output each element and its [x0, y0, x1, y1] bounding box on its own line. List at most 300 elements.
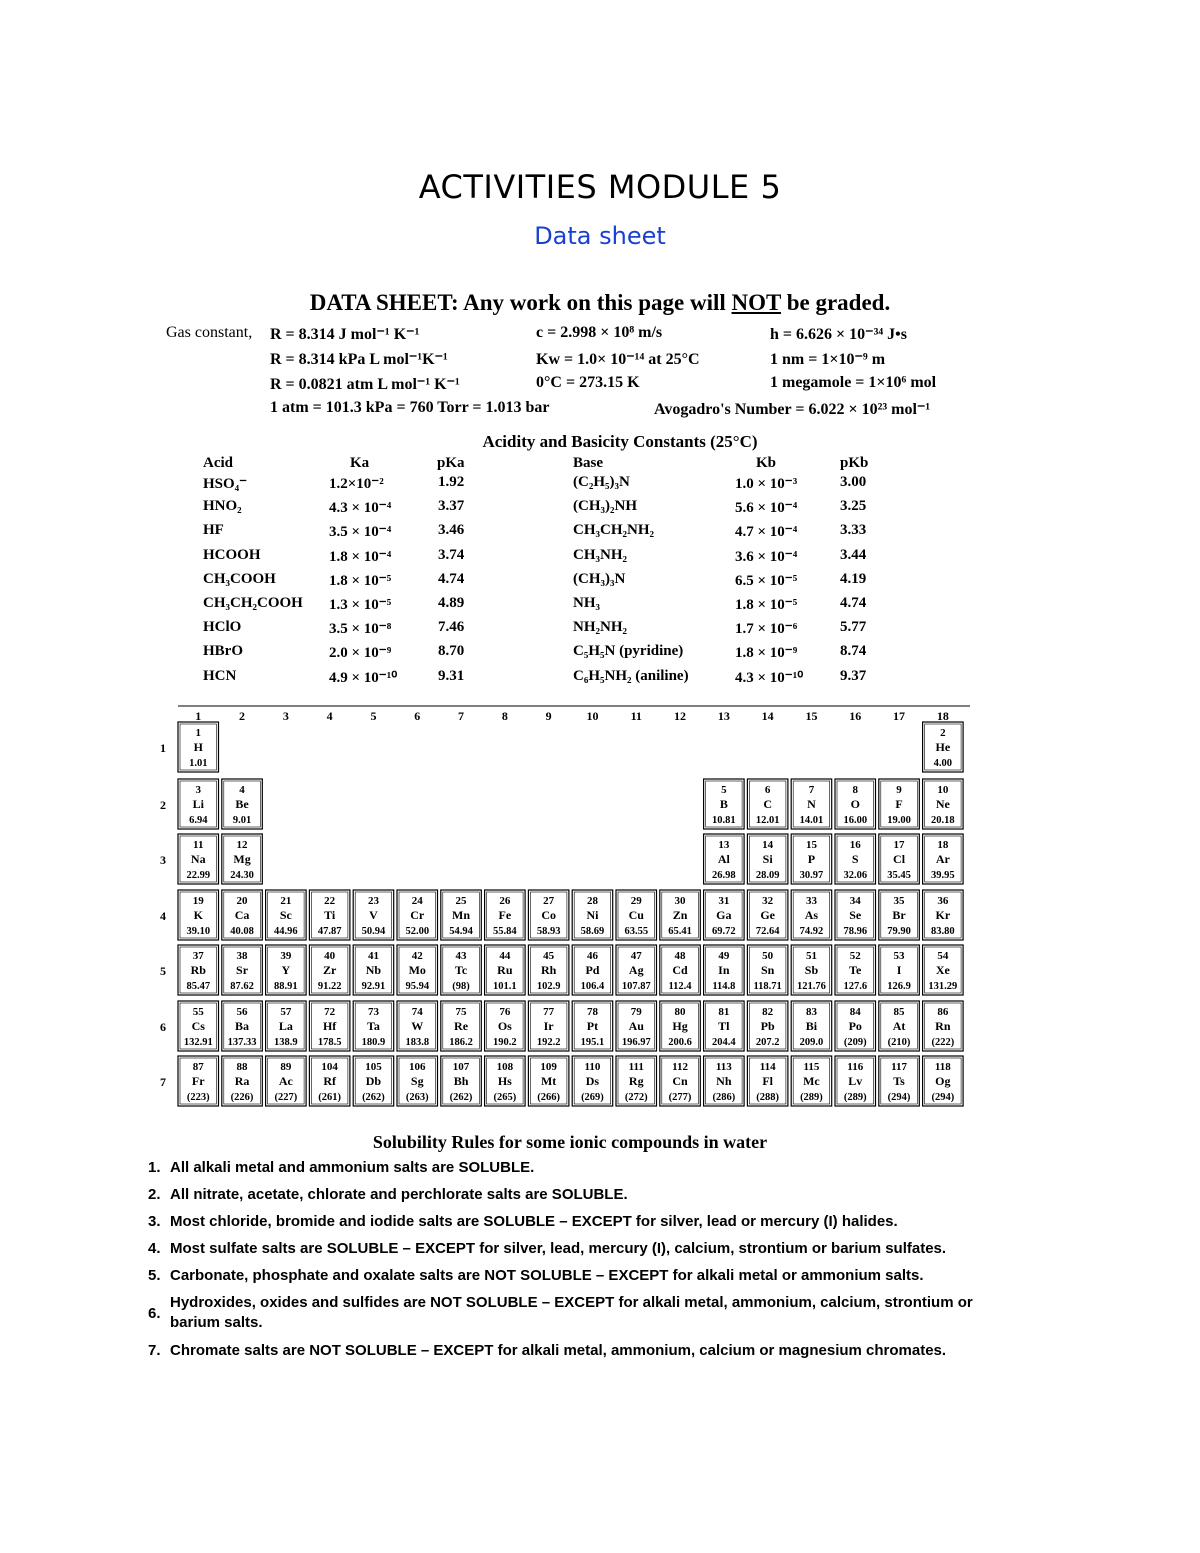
base-kb: 4.3 × 10⁻¹⁰ — [735, 669, 804, 686]
element-symbol: Sn — [760, 963, 775, 977]
element-symbol: Ra — [234, 1074, 250, 1088]
atomic-number: 19 — [192, 895, 204, 907]
element-symbol: Mg — [233, 852, 251, 866]
period-number: 3 — [160, 853, 166, 867]
element-cell — [222, 1001, 262, 1051]
element-cell-inner — [311, 1058, 348, 1104]
rule-text: Chromate salts are NOT SOLUBLE – EXCEPT for alkali metal, ammonium, calcium or magnesium chromates. — [170, 1342, 947, 1359]
element-cell-inner — [618, 1058, 655, 1104]
element-cell-inner — [837, 892, 874, 938]
element-cell — [309, 945, 350, 995]
element-symbol: Pt — [586, 1019, 599, 1033]
element-symbol: Sc — [279, 908, 292, 922]
element-cell — [266, 1001, 307, 1051]
atomic-mass: 178.5 — [317, 1037, 342, 1048]
element-cell — [879, 945, 920, 995]
atomic-number: 75 — [455, 1006, 467, 1018]
atomic-mass: 39.10 — [186, 926, 211, 937]
element-symbol: Kr — [935, 908, 951, 922]
constant-zero-c: 0°C = 273.15 K — [536, 374, 640, 391]
element-cell — [791, 890, 832, 940]
constant-r3: R = 0.0821 atm L mol⁻¹ K⁻¹ — [270, 376, 460, 393]
element-symbol: Zr — [322, 963, 337, 977]
atomic-number: 51 — [805, 950, 817, 962]
atomic-number: 39 — [280, 950, 292, 962]
element-cell — [178, 890, 219, 940]
element-cell — [835, 890, 876, 940]
element-cell-inner — [837, 781, 874, 827]
atomic-mass: 87.62 — [230, 981, 254, 992]
element-cell-inner — [793, 836, 830, 882]
atomic-number: 37 — [192, 950, 204, 962]
element-cell-inner — [749, 947, 786, 993]
group-number: 8 — [501, 709, 508, 723]
element-cell — [835, 1001, 876, 1051]
atomic-number: 76 — [499, 1006, 511, 1018]
atomic-number: 114 — [759, 1061, 776, 1073]
element-cell-inner — [793, 1003, 830, 1049]
element-symbol: Ru — [497, 963, 513, 977]
element-cell — [879, 834, 920, 884]
element-cell-inner — [793, 892, 830, 938]
data-sheet-heading — [0, 290, 1200, 316]
atomic-mass: 10.81 — [712, 815, 736, 826]
atomic-mass: 50.94 — [361, 926, 386, 937]
page-title: ACTIVITIES MODULE 5 — [418, 168, 782, 206]
element-cell-inner — [443, 1058, 480, 1104]
atomic-mass: 30.97 — [799, 870, 824, 881]
atomic-number: 43 — [455, 950, 467, 962]
atomic-mass: 209.0 — [799, 1037, 824, 1048]
data-sheet-note-not: NOT — [731, 290, 781, 315]
atomic-mass: 195.1 — [580, 1037, 605, 1048]
data-sheet-note-post: be graded. — [786, 290, 891, 315]
atomic-mass: 79.90 — [887, 926, 911, 937]
atomic-mass: 69.72 — [712, 926, 736, 937]
acid-ka: 4.3 × 10⁻⁴ — [329, 500, 392, 517]
atomic-number: 42 — [411, 950, 423, 962]
element-symbol: In — [718, 963, 730, 977]
element-cell-inner — [268, 947, 305, 993]
atomic-mass: (289) — [800, 1092, 823, 1103]
atomic-mass: 183.8 — [405, 1037, 430, 1048]
atomic-mass: (262) — [362, 1092, 385, 1103]
element-cell-inner — [749, 1003, 786, 1049]
element-cell-inner — [925, 892, 962, 938]
group-number: 14 — [761, 709, 774, 723]
base-name: CH₃CH₂NH₂ — [573, 522, 654, 539]
element-cell — [747, 834, 788, 884]
element-symbol: Nh — [716, 1074, 732, 1088]
element-cell — [835, 945, 876, 995]
acid-name: HSO₄⁻ — [203, 476, 248, 492]
element-symbol: At — [892, 1019, 906, 1033]
atomic-number: 54 — [937, 950, 949, 962]
element-cell-inner — [749, 1058, 786, 1104]
atomic-number: 85 — [893, 1006, 905, 1018]
atomic-mass: 63.55 — [624, 926, 649, 937]
atomic-number: 12 — [236, 839, 248, 851]
element-symbol: Hf — [322, 1019, 337, 1033]
atomic-mass: 204.4 — [712, 1037, 736, 1048]
element-symbol: Rf — [323, 1074, 336, 1088]
element-symbol: B — [719, 797, 728, 811]
element-cell-inner — [662, 947, 699, 993]
atomic-mass: (269) — [581, 1092, 604, 1103]
atomic-number: 13 — [718, 839, 730, 851]
element-cell — [572, 890, 613, 940]
element-cell-inner — [268, 892, 305, 938]
group-number: 17 — [893, 709, 906, 723]
element-cell — [309, 1056, 350, 1106]
element-symbol: N — [807, 797, 816, 811]
element-cell — [441, 1056, 482, 1106]
base-pkb: 9.37 — [840, 667, 867, 684]
atomic-number: 26 — [499, 895, 511, 907]
element-cell-inner — [837, 836, 874, 882]
element-cell — [835, 1056, 876, 1106]
constant-nm: 1 nm = 1×10⁻⁹ m — [770, 351, 886, 368]
data-sheet-note-pre: Any work on this page will — [463, 290, 726, 315]
atomic-number: 5 — [721, 784, 727, 796]
atomic-number: 57 — [280, 1006, 292, 1018]
element-cell — [879, 890, 920, 940]
atomic-mass: 74.92 — [799, 926, 824, 937]
element-cell-inner — [706, 836, 743, 882]
element-symbol: Ac — [278, 1074, 293, 1088]
element-symbol: He — [935, 740, 951, 754]
element-cell-inner — [443, 947, 480, 993]
element-symbol: Lv — [848, 1074, 863, 1088]
element-cell — [616, 1001, 657, 1051]
solubility-rule — [148, 1185, 1008, 1205]
element-symbol: Mn — [452, 908, 471, 922]
atomic-mass: 106.4 — [580, 981, 605, 992]
element-cell-inner — [618, 892, 655, 938]
element-cell — [791, 1001, 832, 1051]
atomic-number: 52 — [849, 950, 861, 962]
acid-name: CH₃CH₂COOH — [203, 595, 303, 611]
element-cell — [747, 1056, 788, 1106]
atomic-number: 113 — [715, 1061, 732, 1073]
element-cell-inner — [837, 947, 874, 993]
atomic-mass: 132.91 — [183, 1037, 213, 1048]
atomic-number: 14 — [762, 839, 774, 851]
atomic-mass: 44.96 — [274, 926, 298, 937]
element-cell-inner — [749, 892, 786, 938]
base-kb: 4.7 × 10⁻⁴ — [735, 524, 798, 541]
atomic-mass: (289) — [843, 1092, 867, 1103]
atomic-number: 110 — [584, 1061, 601, 1073]
base-pkb: 3.25 — [840, 498, 867, 515]
rule-text: All alkali metal and ammonium salts are SOLUBLE. — [170, 1159, 535, 1176]
element-symbol: Ne — [935, 797, 950, 811]
element-symbol: Ge — [760, 908, 775, 922]
element-symbol: Pd — [585, 963, 600, 977]
data-sheet-label: DATA SHEET: — [309, 290, 459, 315]
base-name: NH₃ — [573, 595, 600, 611]
element-cell — [178, 722, 219, 772]
atomic-number: 72 — [324, 1006, 336, 1018]
base-name: CH₃NH₂ — [573, 546, 627, 563]
acid-ka: 3.5 × 10⁻⁴ — [329, 524, 392, 541]
element-cell — [923, 779, 964, 829]
atomic-mass: (261) — [318, 1092, 342, 1103]
element-symbol: Be — [235, 797, 249, 811]
group-number: 2 — [239, 709, 246, 723]
element-cell — [309, 1001, 350, 1051]
element-symbol: Tc — [454, 963, 468, 977]
element-cell — [441, 945, 482, 995]
element-symbol: Tl — [718, 1019, 730, 1033]
element-cell — [266, 1056, 307, 1106]
constant-h: h = 6.626 × 10⁻³⁴ J•s — [770, 326, 907, 343]
element-cell — [572, 1056, 613, 1106]
atomic-mass: 138.9 — [274, 1037, 298, 1048]
base-name: (C₂H₅)₃N — [573, 474, 630, 490]
atomic-mass: 22.99 — [186, 870, 211, 881]
atomic-mass: 24.30 — [230, 870, 254, 881]
element-cell — [660, 890, 701, 940]
solubility-rule — [148, 1212, 1008, 1232]
rule-number: 1. — [148, 1159, 161, 1176]
element-symbol: Mc — [803, 1074, 820, 1088]
atomic-number: 36 — [937, 895, 949, 907]
group-number: 1 — [195, 709, 202, 723]
atomic-mass: 186.2 — [449, 1037, 473, 1048]
acid-pka: 9.31 — [438, 667, 465, 684]
atomic-number: 47 — [630, 950, 642, 962]
element-cell-inner — [530, 1003, 567, 1049]
atomic-mass: 102.9 — [536, 981, 561, 992]
element-symbol: F — [895, 797, 903, 811]
atomic-number: 111 — [628, 1061, 644, 1073]
element-cell-inner — [224, 892, 260, 938]
element-symbol: Po — [848, 1019, 862, 1033]
group-number: 18 — [936, 709, 949, 723]
group-number: 7 — [458, 709, 465, 723]
element-symbol: K — [193, 908, 203, 922]
group-number: 13 — [717, 709, 730, 723]
element-cell — [923, 1001, 964, 1051]
element-symbol: W — [411, 1019, 424, 1033]
element-symbol: Cu — [628, 908, 644, 922]
atomic-number: 28 — [586, 895, 598, 907]
element-cell — [879, 1001, 920, 1051]
element-cell — [353, 890, 394, 940]
atomic-number: 89 — [280, 1061, 292, 1073]
atomic-number: 34 — [849, 895, 861, 907]
element-cell — [178, 779, 219, 829]
group-number: 5 — [370, 709, 377, 723]
atomic-number: 77 — [543, 1006, 555, 1018]
atomic-number: 83 — [805, 1006, 817, 1018]
element-cell-inner — [925, 724, 962, 770]
element-symbol: Rg — [628, 1074, 644, 1088]
atomic-mass: 85.47 — [186, 981, 211, 992]
element-cell-inner — [530, 892, 567, 938]
element-cell-inner — [793, 947, 830, 993]
atomic-number: 24 — [411, 895, 423, 907]
element-cell — [923, 945, 964, 995]
element-cell — [704, 834, 745, 884]
element-cell-inner — [487, 947, 523, 993]
element-cell-inner — [180, 836, 217, 882]
element-cell-inner — [925, 947, 962, 993]
element-cell-inner — [618, 1003, 655, 1049]
element-symbol: Ds — [585, 1074, 600, 1088]
element-cell — [397, 1056, 438, 1106]
rule-number: 5. — [148, 1267, 161, 1284]
element-cell — [616, 945, 657, 995]
element-symbol: Rh — [540, 963, 557, 977]
atomic-number: 46 — [586, 950, 598, 962]
atomic-number: 118 — [934, 1061, 951, 1073]
acid-pka: 4.89 — [438, 595, 465, 611]
element-symbol: Sg — [410, 1074, 424, 1088]
element-cell-inner — [925, 781, 962, 827]
solubility-rule — [148, 1266, 1008, 1286]
atomic-mass: 91.22 — [317, 981, 342, 992]
atomic-number: 87 — [192, 1061, 204, 1073]
element-symbol: Ta — [366, 1019, 380, 1033]
element-symbol: Cd — [672, 963, 688, 977]
element-symbol: H — [193, 740, 203, 754]
solubility-rule — [148, 1239, 1008, 1259]
atomic-number: 29 — [630, 895, 642, 907]
atomic-mass: 20.18 — [931, 815, 955, 826]
atomic-mass: 35.45 — [887, 870, 911, 881]
element-cell-inner — [180, 1058, 217, 1104]
element-symbol: Fl — [762, 1074, 773, 1088]
element-cell — [222, 834, 262, 884]
element-symbol: Fe — [498, 908, 512, 922]
period-number: 4 — [160, 909, 166, 923]
acid-ka: 2.0 × 10⁻⁹ — [329, 645, 392, 662]
atomic-mass: 28.09 — [755, 870, 780, 881]
atomic-number: 74 — [411, 1006, 423, 1018]
atomic-mass: 127.6 — [843, 981, 868, 992]
element-symbol: Au — [628, 1019, 644, 1033]
atomic-mass: (294) — [931, 1092, 955, 1103]
header-ka: Ka — [350, 455, 370, 471]
atomic-number: 84 — [849, 1006, 861, 1018]
group-number: 15 — [805, 709, 818, 723]
atomic-number: 105 — [365, 1061, 382, 1073]
atomic-mass: 88.91 — [274, 981, 298, 992]
group-number: 9 — [545, 709, 552, 723]
element-cell-inner — [706, 892, 743, 938]
element-cell-inner — [355, 947, 392, 993]
atomic-number: 17 — [893, 839, 905, 851]
atomic-mass: 107.87 — [621, 981, 651, 992]
gas-constant-label: Gas constant, — [166, 324, 253, 341]
element-cell-inner — [180, 781, 217, 827]
element-cell-inner — [574, 892, 611, 938]
period-number: 1 — [160, 741, 166, 755]
element-cell-inner — [749, 836, 786, 882]
atomic-mass: 112.4 — [668, 981, 692, 992]
atomic-number: 108 — [496, 1061, 514, 1073]
atomic-number: 27 — [543, 895, 555, 907]
rule-number: 7. — [148, 1342, 161, 1359]
acid-ka: 1.8 × 10⁻⁴ — [329, 548, 392, 565]
element-cell — [923, 1056, 964, 1106]
element-cell — [747, 1001, 788, 1051]
acid-ka: 3.5 × 10⁻⁸ — [329, 621, 392, 638]
element-cell-inner — [311, 947, 348, 993]
element-symbol: Cl — [893, 852, 906, 866]
element-cell — [485, 890, 525, 940]
acid-pka: 7.46 — [438, 619, 465, 636]
element-cell-inner — [618, 947, 655, 993]
element-cell-inner — [180, 947, 217, 993]
element-symbol: Og — [935, 1074, 951, 1088]
element-symbol: Sr — [236, 963, 249, 977]
rule-number: 2. — [148, 1186, 161, 1203]
base-pkb: 4.74 — [840, 595, 867, 611]
element-cell — [660, 1056, 701, 1106]
base-pkb: 4.19 — [840, 570, 867, 587]
atomic-mass: 52.00 — [405, 926, 430, 937]
element-cell — [309, 890, 350, 940]
element-cell-inner — [881, 892, 918, 938]
acid-pka: 8.70 — [438, 643, 465, 660]
base-pkb: 8.74 — [840, 643, 867, 660]
element-cell-inner — [706, 1058, 743, 1104]
constant-r2: R = 8.314 kPa L mol⁻¹K⁻¹ — [270, 351, 448, 368]
atomic-mass: 58.93 — [536, 926, 561, 937]
element-symbol: I — [896, 963, 902, 977]
atomic-number: 81 — [718, 1006, 730, 1018]
acid-pka: 4.74 — [438, 570, 465, 587]
atomic-mass: 92.91 — [361, 981, 386, 992]
element-symbol: Rn — [935, 1019, 951, 1033]
element-cell-inner — [662, 1003, 699, 1049]
atomic-mass: (262) — [449, 1092, 473, 1103]
atomic-mass: 12.01 — [755, 815, 780, 826]
element-cell — [485, 1001, 525, 1051]
acid-ka: 1.2×10⁻² — [329, 476, 384, 492]
atomic-number: 53 — [893, 950, 905, 962]
element-symbol: Mt — [540, 1074, 557, 1088]
element-cell-inner — [355, 892, 392, 938]
element-cell-inner — [487, 892, 523, 938]
atomic-number: 78 — [586, 1006, 598, 1018]
atomic-mass: 9.01 — [232, 815, 252, 826]
base-pkb: 5.77 — [840, 619, 867, 636]
element-cell-inner — [574, 1058, 611, 1104]
atomic-mass: 83.80 — [931, 926, 955, 937]
atomic-mass: (223) — [186, 1092, 210, 1103]
atomic-number: 50 — [762, 950, 774, 962]
base-kb: 6.5 × 10⁻⁵ — [735, 572, 798, 589]
element-cell — [222, 1056, 262, 1106]
base-kb: 5.6 × 10⁻⁴ — [735, 500, 798, 517]
solubility-rule — [148, 1341, 1008, 1361]
element-symbol: Ir — [543, 1019, 554, 1033]
atomic-number: 109 — [540, 1061, 557, 1073]
element-symbol: Al — [717, 852, 730, 866]
element-cell — [528, 1001, 569, 1051]
atomic-number: 56 — [236, 1006, 248, 1018]
element-cell-inner — [487, 1003, 523, 1049]
element-cell-inner — [574, 1003, 611, 1049]
element-cell — [835, 834, 876, 884]
element-symbol: Hg — [672, 1019, 688, 1033]
element-cell — [791, 779, 832, 829]
element-cell-inner — [224, 947, 260, 993]
